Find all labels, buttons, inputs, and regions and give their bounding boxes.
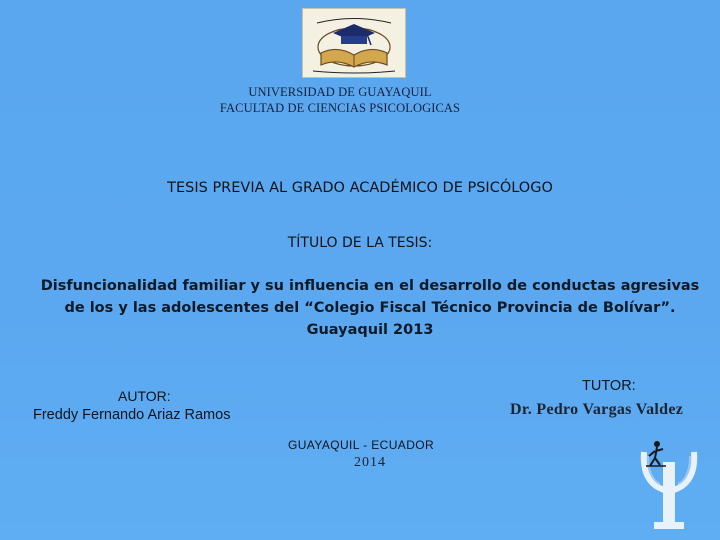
thesis-title-label: TÍTULO DE LA TESIS: [287, 235, 433, 251]
thesis-title-line: Disfuncionalidad familiar y su influencia en el desarrollo de conductas agresivas [40, 278, 700, 294]
author-name: Freddy Fernando Ariaz Ramos [33, 407, 231, 423]
author-label: AUTOR: [118, 388, 171, 404]
tutor-label: TUTOR: [582, 378, 636, 394]
thesis-title [40, 275, 700, 341]
thesis-title-line: de los y las adolescentes del “Colegio Fiscal Técnico Provincia de Bolívar”. [64, 300, 676, 316]
university-logo-icon [302, 8, 406, 78]
university-name: UNIVERSIDAD DE GUAYAQUIL [248, 85, 432, 99]
psi-symbol-icon [636, 432, 702, 534]
faculty-name: FACULTAD DE CIENCIAS PSICOLOGICAS [219, 101, 461, 115]
thesis-type: TESIS PREVIA AL GRADO ACADÉMICO DE PSICÓLOGO [167, 180, 553, 196]
thesis-title-line: Guayaquil 2013 [306, 322, 434, 338]
tutor-name: Dr. Pedro Vargas Valdez [510, 401, 684, 418]
year: 2014 [354, 455, 386, 470]
city-country: GUAYAQUIL - ECUADOR [288, 438, 435, 452]
